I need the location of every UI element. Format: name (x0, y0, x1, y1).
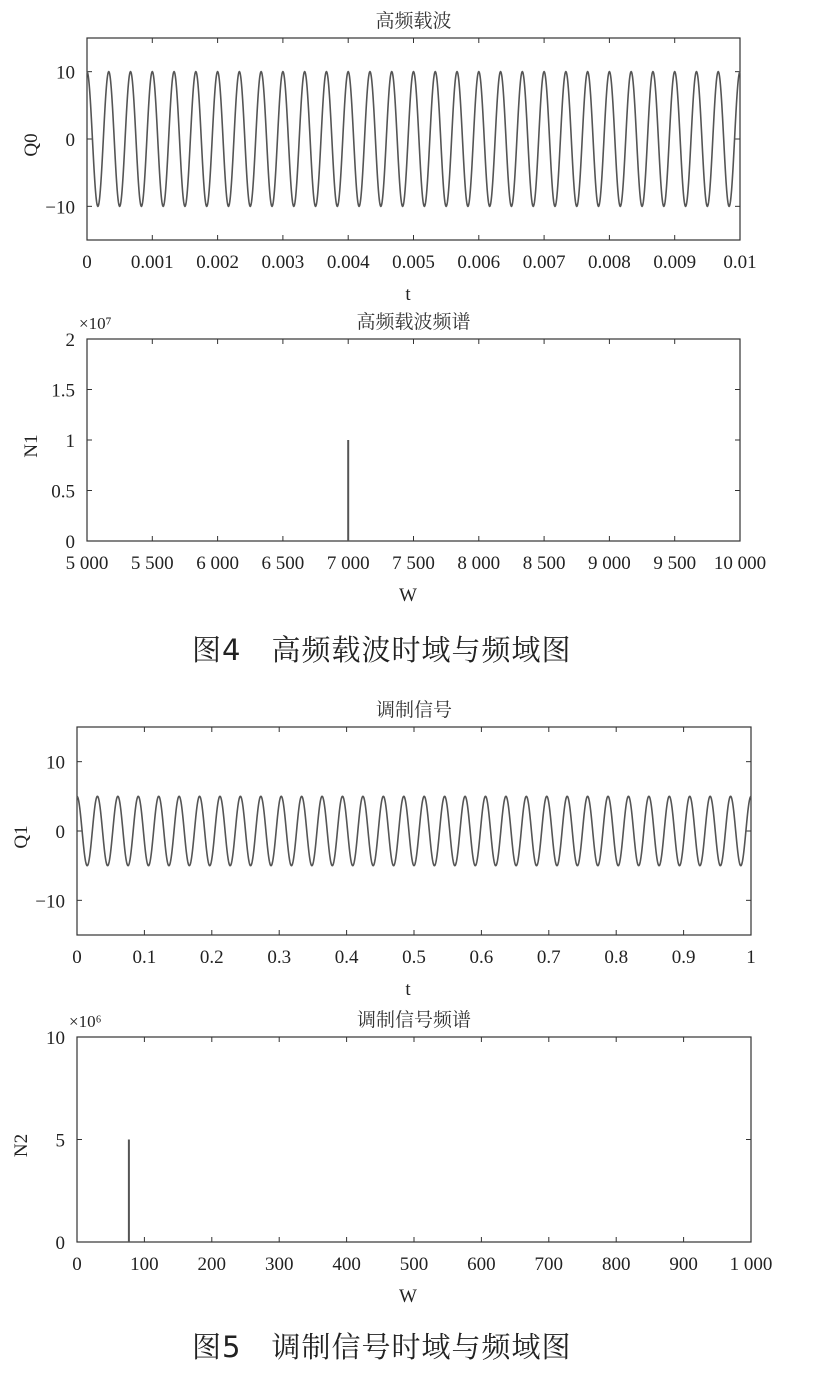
x-tick-label: 800 (601, 1254, 631, 1275)
x-tick-label: 500 (399, 1254, 429, 1275)
x-tick-label: 0.6 (469, 947, 494, 968)
x-tick-label: 0 (72, 947, 82, 968)
x-tick-label: 0.01 (723, 252, 757, 273)
x-tick-label: 8 000 (457, 553, 501, 574)
y-tick-label: 0.5 (51, 481, 75, 503)
x-tick-label: 8 500 (522, 553, 566, 574)
x-tick-label: 9 500 (653, 553, 697, 574)
x-axis-label: W (399, 1286, 417, 1307)
chart-title: 高频载波 (375, 10, 452, 32)
x-tick-label: 6 500 (261, 553, 305, 574)
x-tick-label: 7 000 (326, 553, 370, 574)
x-tick-label: 1 000 (729, 1254, 773, 1275)
x-tick-label: 0.8 (604, 947, 629, 968)
plot-frame (77, 1037, 751, 1242)
x-tick-label: 6 000 (196, 553, 239, 574)
x-axis-label: W (399, 585, 417, 606)
y-tick-label: 5 (55, 1130, 65, 1152)
y-scale-exponent: ×10⁶ (69, 1012, 102, 1031)
y-tick-label: 2 (65, 330, 75, 351)
y-axis-label: N1 (21, 434, 42, 458)
x-tick-label: 0.9 (671, 947, 696, 968)
signal-line (77, 796, 751, 865)
x-tick-label: 0.007 (522, 252, 566, 273)
y-scale-exponent: ×10⁷ (79, 314, 112, 333)
x-axis-label: t (405, 979, 411, 1000)
x-tick-label: 10 000 (713, 553, 767, 574)
x-tick-label: 200 (197, 1254, 227, 1275)
x-tick-label: 0 (72, 1254, 82, 1275)
x-tick-label: 400 (332, 1254, 361, 1275)
plot-frame (87, 339, 740, 541)
y-tick-label: 0 (55, 822, 65, 843)
x-tick-label: 5 000 (65, 553, 109, 574)
x-tick-label: 300 (264, 1254, 294, 1275)
x-tick-label: 100 (130, 1254, 159, 1275)
x-tick-label: 600 (467, 1254, 496, 1275)
plot-frame (87, 38, 740, 240)
y-tick-label: 1 (65, 431, 75, 452)
plot-frame (77, 727, 751, 935)
chart-title: 高频载波频谱 (356, 311, 471, 333)
y-tick-label: −10 (35, 891, 65, 913)
y-tick-label: 10 (56, 62, 75, 84)
x-tick-label: 5 500 (130, 553, 174, 574)
x-tick-label: 7 500 (392, 553, 435, 574)
x-tick-label: 0.003 (261, 252, 305, 273)
chart-title: 调制信号 (375, 699, 453, 721)
x-tick-label: 0 (82, 252, 92, 273)
x-tick-label: 0.004 (326, 252, 370, 273)
x-tick-label: 0.1 (132, 947, 157, 968)
y-tick-label: 0 (65, 532, 75, 553)
chart-title: 调制信号频谱 (356, 1009, 472, 1031)
figure4-caption: 图4 高频载波时域与频域图 (192, 633, 572, 667)
x-tick-label: 0.5 (402, 947, 426, 968)
y-tick-label: 10 (46, 1028, 65, 1049)
x-tick-label: 0.3 (267, 947, 292, 968)
chart-4 (11, 1009, 772, 1307)
chart-1 (21, 10, 757, 305)
y-tick-label: 0 (55, 1233, 65, 1254)
x-tick-label: 0.2 (199, 947, 224, 968)
y-tick-label: 1.5 (51, 380, 75, 402)
x-tick-label: 1 (746, 947, 756, 968)
signal-line (87, 72, 740, 207)
x-tick-label: 9 000 (588, 553, 631, 574)
x-tick-label: 700 (534, 1254, 564, 1275)
figure5-caption: 图5 调制信号时域与频域图 (192, 1330, 572, 1364)
x-tick-label: 0.7 (536, 947, 561, 968)
y-tick-label: −10 (45, 197, 75, 219)
chart-2 (21, 311, 766, 606)
x-tick-label: 0.002 (196, 252, 239, 273)
x-tick-label: 0.006 (457, 252, 501, 273)
y-axis-label: N2 (11, 1133, 32, 1158)
x-tick-label: 900 (669, 1254, 698, 1275)
y-tick-label: 0 (65, 130, 75, 151)
y-tick-label: 10 (46, 752, 65, 774)
x-tick-label: 0.009 (653, 252, 697, 273)
y-axis-label: Q1 (11, 825, 32, 849)
y-axis-label: Q0 (21, 133, 42, 157)
chart-3 (11, 699, 756, 1000)
x-tick-label: 0.005 (392, 252, 435, 273)
x-axis-label: t (405, 284, 411, 305)
x-tick-label: 0.4 (334, 947, 359, 968)
x-tick-label: 0.008 (588, 252, 631, 273)
x-tick-label: 0.001 (130, 252, 174, 273)
